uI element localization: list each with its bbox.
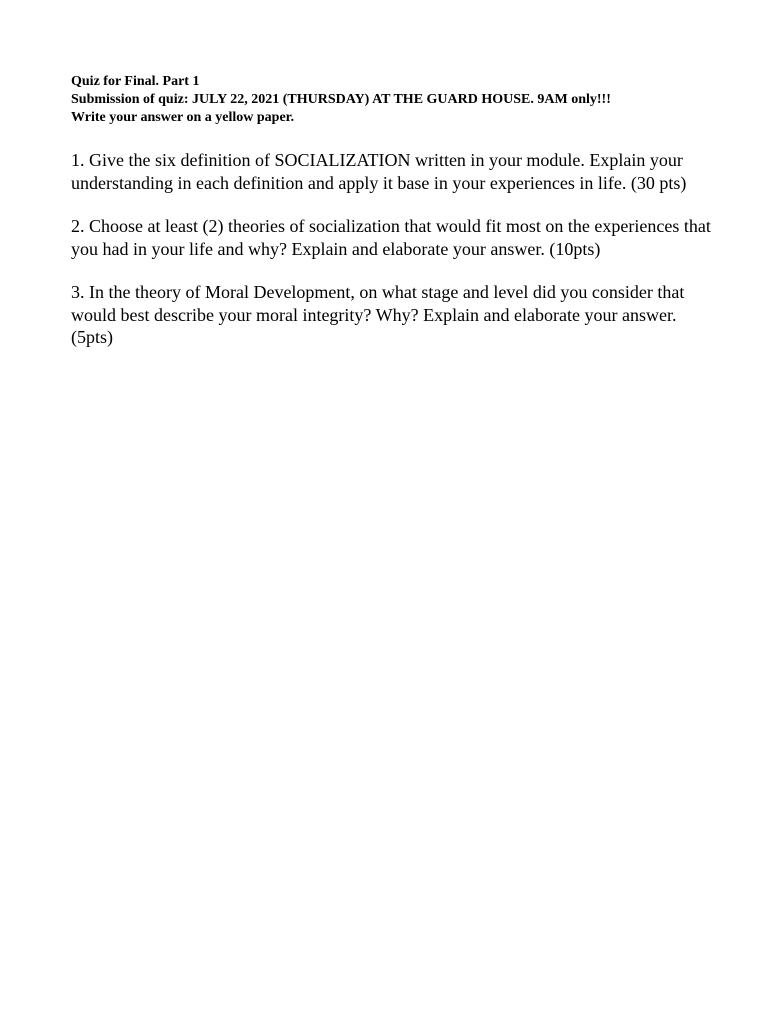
question-list <box>71 149 711 349</box>
answer-instruction: Write your answer on a yellow paper. <box>71 110 295 125</box>
document-page <box>71 73 711 370</box>
quiz-title: Quiz for Final. Part 1 <box>71 74 200 89</box>
question-1: 1. Give the six definition of SOCIALIZATION written in your module. Explain your understanding in each definition and apply it base in your experiences in life. (30 pts) <box>71 150 687 193</box>
question-2: 2. Choose at least (2) theories of socialization that would fit most on the experiences that you had in your life and why? Explain and elaborate your answer. (10pts) <box>71 216 711 259</box>
submission-note: Submission of quiz: JULY 22, 2021 (THURSDAY) AT THE GUARD HOUSE. 9AM only!!! <box>71 92 611 107</box>
quiz-header <box>71 73 711 127</box>
question-3: 3. In the theory of Moral Development, on what stage and level did you consider that would best describe your moral integrity? Why? Explain and elaborate your answer. (5pts) <box>71 282 685 347</box>
